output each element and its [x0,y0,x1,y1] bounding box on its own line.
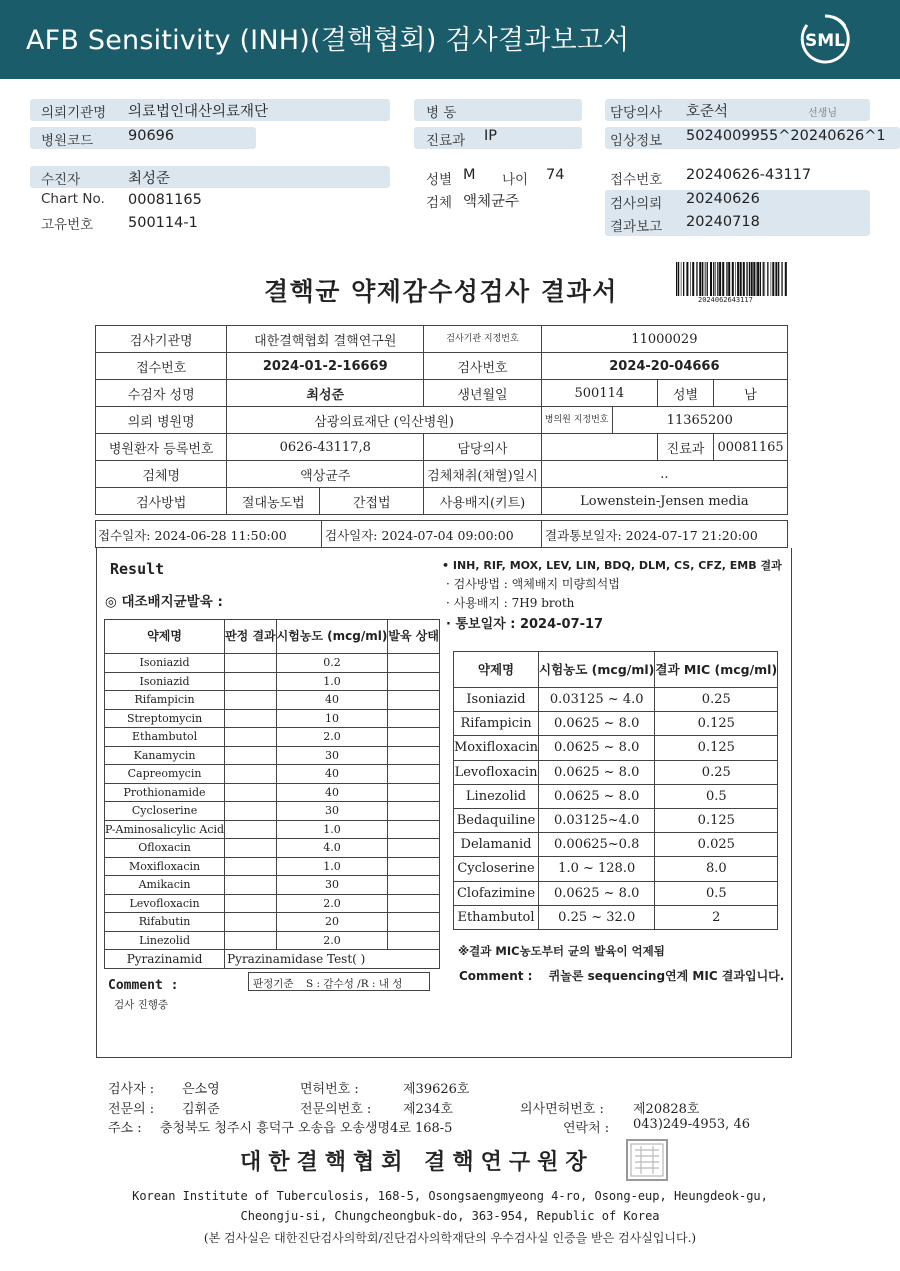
mic-notify-date: · 통보일자 : 2024-07-17 [446,617,604,632]
form-dept-label: 진료과 [657,434,713,461]
comment2-value: 퀴놀론 sequencing연계 MIC 결과입니다. [548,969,785,983]
specialist-label: 전문의 : [108,1102,155,1117]
request-value: 20240626 [686,191,760,207]
t1-drug: P-Aminosalicylic Acid [105,820,225,839]
institute-name: 대한결핵협회 결핵연구원장 [240,1150,594,1175]
form-recv-label: 접수번호 [96,353,227,380]
form-hosp-label: 의뢰 병원명 [96,407,227,434]
t1-growth [388,672,440,691]
pill-patient [30,166,390,188]
t1-conc: 10 [276,709,388,728]
result-label: Result [110,560,165,578]
phone-label: 연락처 : [563,1121,610,1136]
t2-drug: Clofazimine [454,881,539,905]
address-en-line2: Cheongju-si, Chungcheongbuk-do, 363-954, Republic of Korea [240,1209,660,1223]
req-inst-value: 의료법인대산의료재단 [128,104,269,120]
absolute-conc-table [104,619,440,969]
t2-range: 0.0625 ~ 8.0 [539,736,655,760]
t1-result [225,857,277,876]
t1-row [105,783,440,802]
t2-range: 1.0 ~ 128.0 [539,857,655,881]
t1-result [225,820,277,839]
form-hosp-id: 11365200 [612,407,787,434]
receipt-label: 접수번호 [610,172,663,188]
t1-drug: Kanamycin [105,746,225,765]
t2-drug: Moxifloxacin [454,736,539,760]
form-dept: 00081165 [714,434,788,461]
t1-header: 약제명 [105,620,225,654]
control-growth-label: ◎ 대조배지균발육 : [105,594,223,610]
t1-conc: 30 [276,802,388,821]
t1-row [105,765,440,784]
form-reg: 0626-43117,8 [227,434,424,461]
t1-row [105,654,440,673]
t2-row [454,857,778,881]
t1-row [105,802,440,821]
age-value: 74 [546,167,565,183]
t1-row [105,839,440,858]
form-hosp-id-label: 병의원 지정번호 [541,407,612,434]
criteria-value: S : 감수성 /R : 내 성 [306,978,403,990]
form-media: Lowenstein-Jensen media [541,488,787,515]
t1-growth [388,894,440,913]
t1-conc: 30 [276,876,388,895]
t1-conc: 1.0 [276,820,388,839]
address-value: 충청북도 청주시 흥덕구 오송읍 오송생명4로 168-5 [160,1121,453,1136]
t1-growth [388,839,440,858]
t2-drug: Delamanid [454,833,539,857]
patient-value: 최성준 [128,171,171,187]
t1-conc: 4.0 [276,839,388,858]
t1-row [105,857,440,876]
t1-growth [388,802,440,821]
t2-header: 약제명 [454,652,539,688]
t1-result [225,913,277,932]
specimen-label: 검체 [426,195,453,211]
mic-table [453,651,778,930]
t2-range: 0.25 ~ 32.0 [539,905,655,929]
t2-row [454,881,778,905]
t1-header: 발육 상태 [388,620,440,654]
t1-result [225,802,277,821]
report-title: AFB Sensitivity (INH)(결핵협회) 검사결과보고서 [26,25,630,56]
t2-drug: Levofloxacin [454,760,539,784]
t1-result [225,746,277,765]
t1-row [105,876,440,895]
t1-conc: 0.2 [276,654,388,673]
t1-drug: Ethambutol [105,728,225,747]
form-test-no: 2024-20-04666 [541,353,787,380]
t2-drug: Ethambutol [454,905,539,929]
t1-drug: Amikacin [105,876,225,895]
doctor-value: 호준석 [686,104,729,120]
t1-result [225,672,277,691]
t1-conc: 2.0 [276,894,388,913]
specialist-value: 김휘준 [182,1102,220,1117]
date-sep [541,521,542,547]
form-spec-label: 검체명 [96,461,227,488]
t1-row [105,691,440,710]
t1-pza-test: Pyrazinamidase Test( ) [225,950,440,969]
t1-conc: 20 [276,913,388,932]
t1-growth [388,709,440,728]
form-collect: .. [541,461,787,488]
t1-row [105,820,440,839]
t1-row [105,913,440,932]
sex-value: M [463,167,476,183]
t1-result [225,728,277,747]
t1-drug: Streptomycin [105,709,225,728]
date-bar [95,520,788,548]
t2-row [454,833,778,857]
t1-drug: Rifabutin [105,913,225,932]
sml-logo-text: SML [805,31,845,51]
barcode-number: 2024062643117 [698,296,753,304]
hosp-code-label: 병원코드 [41,133,94,149]
t1-growth [388,691,440,710]
chart-value: 00081165 [128,192,202,208]
receipt-value: 20240626-43117 [686,167,812,183]
comment2 [459,967,784,984]
criteria-label: 판정기준 [253,978,294,990]
t1-drug: Isoniazid [105,654,225,673]
t2-header: 결과 MIC (mcg/ml) [655,652,778,688]
comment2-label: Comment : [459,969,533,983]
form-doctor [541,434,657,461]
form-spec: 액상균주 [227,461,424,488]
t1-drug: Ofloxacin [105,839,225,858]
t2-drug: Cycloserine [454,857,539,881]
t2-range: 0.0625 ~ 8.0 [539,760,655,784]
t1-growth [388,728,440,747]
t2-mic: 0.25 [655,760,778,784]
t2-mic: 0.25 [655,688,778,712]
dept-value: IP [484,128,498,144]
t2-drug: Isoniazid [454,688,539,712]
official-seal-icon [625,1138,669,1182]
t1-conc: 1.0 [276,672,388,691]
specimen-value: 액체균주 [463,194,520,210]
tester-label: 검사자 : [108,1082,155,1097]
t1-result [225,654,277,673]
chart-label: Chart No. [41,191,105,207]
form-test-no-label: 검사번호 [424,353,542,380]
mic-method: · 검사방법 : 액체배지 미량희석법 [446,577,620,591]
form-dob: 500114 [541,380,657,407]
license-label: 면허번호 : [300,1082,359,1097]
t2-row [454,905,778,929]
t1-growth [388,746,440,765]
t2-row [454,712,778,736]
phone-value: 043)249-4953, 46 [633,1117,750,1132]
t1-header: 판정 결과 [225,620,277,654]
report-header [0,0,900,79]
doc-title: 결핵균 약제감수성검사 결과서 [264,277,618,306]
t1-conc: 40 [276,783,388,802]
license-value: 제39626호 [403,1082,470,1097]
comment1-value: 검사 진행중 [114,999,169,1011]
form-inst-label: 검사기관명 [96,326,227,353]
t1-result [225,931,277,950]
form-collect-label: 검체채취(채혈)일시 [424,461,542,488]
form-method-label: 검사방법 [96,488,227,515]
date-sep [321,521,322,547]
t1-row [105,672,440,691]
dept-label: 진료과 [426,133,466,149]
form-name-label: 수검자 성명 [96,380,227,407]
ward-label: 병 동 [426,105,457,121]
form-sex: 남 [714,380,788,407]
t1-growth [388,765,440,784]
form-doctor-label: 담당의사 [424,434,542,461]
req-inst-label: 의뢰기관명 [41,105,107,121]
t1-result [225,839,277,858]
doctor-label: 담당의사 [610,105,663,121]
t2-header: 시험농도 (mcg/ml) [539,652,655,688]
t2-range: 0.03125~4.0 [539,808,655,832]
t1-conc: 40 [276,691,388,710]
t1-conc: 2.0 [276,728,388,747]
t2-row [454,736,778,760]
sex-label: 성별 [426,172,453,188]
tester-value: 은소영 [182,1082,220,1097]
t2-mic: 0.125 [655,712,778,736]
t2-mic: 0.125 [655,736,778,760]
t1-drug: Isoniazid [105,672,225,691]
spec-license-label: 전문의번호 : [300,1102,372,1117]
t1-growth [388,654,440,673]
t1-growth [388,931,440,950]
address-en-line1: Korean Institute of Tuberculosis, 168-5, Osongsaengmyeong 4-ro, Osong-eup, Heungdeok-gu, [132,1189,768,1203]
form-hosp: 삼광의료재단 (익산병원) [227,407,541,434]
request-label: 검사의뢰 [610,196,663,212]
t2-drug: Rifampicin [454,712,539,736]
t2-row [454,760,778,784]
form-dob-label: 생년월일 [424,380,542,407]
clinical-label: 임상정보 [610,133,663,149]
t1-conc: 30 [276,746,388,765]
t1-result [225,765,277,784]
form-inst: 대한결핵협회 결핵연구원 [227,326,424,353]
age-label: 나이 [502,172,529,188]
t2-row [454,784,778,808]
t1-row [105,746,440,765]
t1-pza-drug: Pyrazinamid [105,950,225,969]
date-recv: 접수일자: 2024-06-28 11:50:00 [98,528,287,543]
t1-growth [388,857,440,876]
form-method2: 간접법 [320,488,424,515]
form-method1: 절대농도법 [227,488,320,515]
t1-row [105,931,440,950]
t2-range: 0.00625~0.8 [539,833,655,857]
t1-header: 시험농도 (mcg/ml) [276,620,388,654]
t2-drug: Linezolid [454,784,539,808]
t1-drug: Capreomycin [105,765,225,784]
t2-range: 0.0625 ~ 8.0 [539,881,655,905]
t2-range: 0.0625 ~ 8.0 [539,784,655,808]
doctor-suffix: 선생님 [808,108,837,119]
t1-drug: Prothionamide [105,783,225,802]
t1-result [225,783,277,802]
doc-license-value: 제20828호 [633,1102,700,1117]
t2-mic: 0.025 [655,833,778,857]
t2-mic: 2 [655,905,778,929]
sml-logo [797,12,853,66]
t1-result [225,709,277,728]
t1-result [225,894,277,913]
mic-media: · 사용배지 : 7H9 broth [446,596,575,610]
t2-mic: 0.5 [655,881,778,905]
form-name: 최성준 [227,380,424,407]
form-recv: 2024-01-2-16669 [227,353,424,380]
t1-result [225,876,277,895]
t1-growth [388,913,440,932]
form-reg-label: 병원환자 등록번호 [96,434,227,461]
barcode [675,262,787,296]
mic-heading: • INH, RIF, MOX, LEV, LIN, BDQ, DLM, CS, CFZ, EMB 결과 [442,559,782,572]
hosp-code-value: 90696 [128,128,175,144]
t2-range: 0.03125 ~ 4.0 [539,688,655,712]
report-label: 결과보고 [610,219,663,235]
spec-license-value: 제234호 [403,1102,453,1117]
t1-drug: Moxifloxacin [105,857,225,876]
t1-conc: 40 [276,765,388,784]
form-media-label: 사용배지(키트) [424,488,542,515]
clinical-value: 5024009955^20240626^1 [686,128,886,144]
uid-label: 고유번호 [41,217,94,233]
t2-row [454,688,778,712]
certification-note: (본 검사실은 대한진단검사의학회/진단검사의학재단의 우수검사실 인증을 받은 검사실입니다.) [203,1231,697,1245]
t1-growth [388,820,440,839]
t1-row [105,728,440,747]
request-form-table [95,325,788,515]
doc-license-label: 의사면허번호 : [520,1102,604,1117]
t1-growth [388,876,440,895]
t2-row [454,808,778,832]
t2-mic: 0.5 [655,784,778,808]
address-label: 주소 : [108,1121,142,1136]
t1-conc: 1.0 [276,857,388,876]
date-test: 검사일자: 2024-07-04 09:00:00 [325,528,514,543]
form-inst-id-label: 검사기관 지정번호 [424,326,542,353]
patient-label: 수진자 [41,172,81,188]
t1-conc: 2.0 [276,931,388,950]
form-sex-label: 성별 [657,380,713,407]
comment1-label: Comment : [108,978,179,993]
t1-result [225,691,277,710]
t2-drug: Bedaquiline [454,808,539,832]
t1-drug: Levofloxacin [105,894,225,913]
t2-range: 0.0625 ~ 8.0 [539,712,655,736]
t1-row [105,894,440,913]
t2-mic: 0.125 [655,808,778,832]
t1-growth [388,783,440,802]
t1-drug: Linezolid [105,931,225,950]
t1-row [105,709,440,728]
t1-drug: Rifampicin [105,691,225,710]
form-inst-id: 11000029 [541,326,787,353]
uid-value: 500114-1 [128,215,198,231]
t1-drug: Cycloserine [105,802,225,821]
report-value: 20240718 [686,214,760,230]
mic-note: ※결과 MIC농도부터 균의 발육이 억제됨 [458,944,665,958]
date-notify: 결과통보일자: 2024-07-17 21:20:00 [545,528,758,543]
criteria-box [248,972,430,991]
t2-mic: 8.0 [655,857,778,881]
